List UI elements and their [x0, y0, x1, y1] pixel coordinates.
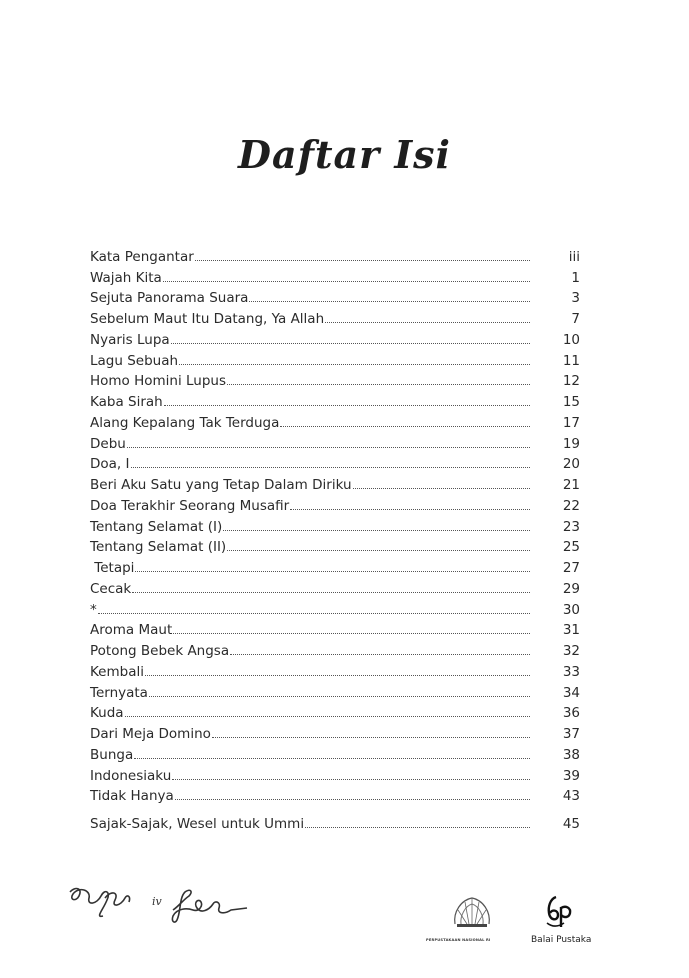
dot-leader [353, 487, 530, 489]
toc-entry-page: 32 [562, 643, 580, 659]
toc-entry-title: Kaba Sirah [90, 394, 163, 410]
toc-entry-title: Dari Meja Domino [90, 726, 211, 742]
toc-entry-title: Kuda [90, 705, 124, 722]
toc-entry-title: Aroma Maut [90, 622, 173, 639]
dot-leader [134, 757, 530, 759]
toc-entry-title: Potong Bebek Angsa [90, 643, 230, 659]
toc-entry-page: 30 [562, 601, 580, 618]
dot-leader [125, 715, 530, 717]
toc-entry [90, 638, 580, 659]
toc-entry [90, 535, 580, 556]
toc-entry [90, 431, 580, 452]
toc-entry-page: 1 [571, 269, 580, 286]
toc-entry [90, 452, 580, 473]
dot-leader [175, 798, 530, 800]
toc-entry-title: Tentang Selamat (I) [90, 518, 223, 535]
toc-entry-page: 7 [571, 311, 580, 327]
toc-entry-page: 45 [562, 816, 580, 832]
national-library-emblem-icon [447, 890, 497, 930]
dot-leader [325, 321, 530, 323]
toc-entry-page: 43 [562, 788, 580, 805]
page-number: iv [152, 895, 162, 908]
toc-entry [90, 369, 580, 390]
toc-entry [90, 763, 580, 784]
toc-entry-title: Homo Homini Lupus [90, 373, 227, 390]
dot-leader [149, 695, 530, 697]
toc-entry-page: 19 [562, 435, 580, 452]
dot-leader [145, 674, 530, 676]
toc-entry [90, 555, 580, 576]
toc-entry [90, 348, 580, 369]
toc-entry-title: Tentang Selamat (II) [90, 539, 227, 556]
toc-entry-title: Debu [90, 435, 126, 452]
dot-leader [135, 570, 530, 572]
toc-entry-page: 21 [562, 477, 580, 493]
toc-entry [90, 784, 580, 805]
toc-entry-page: iii [568, 248, 580, 265]
toc-entry-title: Sebelum Maut Itu Datang, Ya Allah [90, 311, 325, 327]
toc-entry-page: 27 [562, 560, 580, 576]
toc-entry-page: 15 [562, 394, 580, 410]
toc-entry-page: 39 [562, 767, 580, 784]
balai-pustaka-logo-icon [544, 893, 574, 931]
toc-entry [90, 514, 580, 535]
toc-entry-page: 17 [562, 414, 580, 431]
dot-leader [179, 363, 530, 365]
toc-entry-title: Kata Pengantar [90, 248, 194, 265]
toc-entry [90, 701, 580, 722]
dot-leader [172, 778, 530, 780]
table-of-contents [90, 244, 580, 832]
toc-entry-title: Sejuta Panorama Suara [90, 290, 249, 307]
dot-leader [249, 300, 530, 302]
toc-entry-title: Tetapi [90, 560, 135, 576]
toc-entry [90, 659, 580, 680]
dot-leader [163, 280, 530, 282]
toc-entry-title: Nyaris Lupa [90, 331, 170, 348]
toc-entry [90, 472, 580, 493]
dot-leader [171, 342, 530, 344]
dot-leader [98, 612, 530, 614]
toc-entry [90, 286, 580, 307]
toc-entry-title: Alang Kepalang Tak Terduga [90, 414, 280, 431]
page-title: Daftar Isi [238, 132, 451, 177]
toc-entry-page: 37 [562, 726, 580, 742]
toc-entry [90, 265, 580, 286]
dot-leader [195, 259, 530, 261]
dot-leader [230, 653, 530, 655]
toc-entry [90, 680, 580, 701]
toc-entry-title: * [90, 601, 97, 618]
publisher-name: Balai Pustaka [531, 935, 592, 945]
toc-entry [90, 811, 580, 832]
toc-entry [90, 389, 580, 410]
dot-leader [227, 549, 530, 551]
toc-entry-page: 23 [562, 518, 580, 535]
toc-entry-page: 22 [562, 497, 580, 514]
toc-entry [90, 742, 580, 763]
toc-entry [90, 410, 580, 431]
toc-entry [90, 306, 580, 327]
toc-entry [90, 493, 580, 514]
toc-entry-title: Tidak Hanya [90, 788, 174, 805]
toc-entry-title: Doa Terakhir Seorang Musafir [90, 497, 290, 514]
toc-entry-title: Wajah Kita [90, 269, 162, 286]
toc-entry [90, 576, 580, 597]
toc-entry [90, 327, 580, 348]
toc-entry-title: Sajak-Sajak, Wesel untuk Ummi [90, 816, 305, 832]
toc-entry-title: Doa, I [90, 456, 130, 473]
toc-entry [90, 597, 580, 618]
emblem-caption: PERPUSTAKAAN NASIONAL RI [426, 938, 491, 942]
toc-entry-page: 25 [562, 539, 580, 556]
dot-leader [164, 404, 530, 406]
toc-entry-page: 12 [562, 373, 580, 390]
dot-leader [212, 736, 530, 738]
dot-leader [127, 446, 530, 448]
toc-entry-page: 36 [562, 705, 580, 722]
dot-leader [305, 826, 530, 828]
toc-entry-page: 34 [562, 684, 580, 701]
toc-entry-title: Cecak [90, 580, 132, 597]
toc-entry-title: Indonesiaku [90, 767, 172, 784]
toc-entry [90, 721, 580, 742]
toc-entry-page: 11 [562, 352, 580, 369]
dot-leader [290, 508, 530, 510]
dot-leader [223, 529, 530, 531]
toc-entry-page: 38 [562, 746, 580, 763]
toc-entry-title: Ternyata [90, 684, 148, 701]
toc-entry [90, 618, 580, 639]
toc-entry-page: 29 [562, 580, 580, 597]
toc-entry-title: Beri Aku Satu yang Tetap Dalam Diriku [90, 477, 352, 493]
toc-entry-page: 31 [562, 622, 580, 639]
toc-entry [90, 244, 580, 265]
toc-entry-page: 10 [562, 331, 580, 348]
toc-entry-page: 20 [562, 456, 580, 473]
toc-entry-title: Kembali [90, 663, 144, 680]
toc-entry-page: 3 [571, 290, 580, 307]
dot-leader [227, 383, 530, 385]
dot-leader [132, 591, 530, 593]
toc-entry-page: 33 [562, 663, 580, 680]
toc-entry-title: Lagu Sebuah [90, 352, 179, 369]
dot-leader [131, 466, 531, 468]
dot-leader [173, 632, 530, 634]
toc-entry-title: Bunga [90, 746, 134, 763]
dot-leader [280, 425, 530, 427]
